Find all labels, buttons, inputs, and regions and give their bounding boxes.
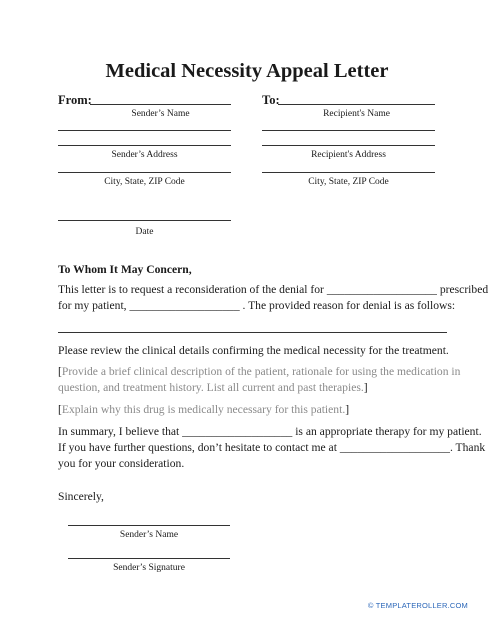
clinical-description-text-1: Provide a brief clinical description of the patient, rationale for using the medication in: [61, 365, 461, 378]
footer-link[interactable]: © TEMPLATEROLLER.COM: [367, 601, 468, 610]
recipient-address-line-2[interactable]: [262, 145, 435, 146]
bracket-close-2: ]: [345, 403, 350, 416]
closing: Sincerely,: [58, 490, 104, 503]
recipient-city-caption: City, State, ZIP Code: [308, 177, 389, 187]
sender-address-line-1[interactable]: [58, 130, 231, 131]
necessity-explanation-placeholder[interactable]: [58, 402, 349, 418]
clinical-description-placeholder-line-2[interactable]: [58, 380, 368, 396]
recipient-address-caption: Recipient's Address: [311, 150, 386, 160]
signature-caption: Sender’s Signature: [113, 563, 185, 573]
recipient-name-line[interactable]: [278, 104, 435, 105]
review-paragraph: Please review the clinical details confirming the medical necessity for the treatment.: [58, 344, 449, 357]
denial-reason-line[interactable]: [58, 332, 447, 333]
sender-name-caption: Sender’s Name: [131, 109, 190, 119]
signature-name-line[interactable]: [68, 525, 230, 526]
summary-line-1: In summary, I believe that ___________________ is an appropriate therapy for my patient.: [58, 425, 482, 438]
sender-address-caption: Sender’s Address: [111, 150, 178, 160]
signature-name-caption: Sender’s Name: [119, 530, 179, 540]
date-line[interactable]: [58, 220, 231, 221]
recipient-address-line-1[interactable]: [262, 130, 435, 131]
necessity-explanation-text: Explain why this drug is medically necessary for this patient.: [61, 403, 346, 416]
bracket-close: ]: [363, 381, 368, 394]
from-label: From:: [58, 93, 92, 107]
clinical-description-text-2: question, and treatment history. List all current and past therapies.: [58, 381, 364, 394]
bracket-open-2: [: [58, 403, 62, 416]
request-line-1: This letter is to request a reconsideration of the denial for ___________________ prescribed: [58, 283, 489, 296]
summary-line-3: you for your consideration.: [58, 457, 185, 470]
sender-city-caption: City, State, ZIP Code: [104, 177, 185, 187]
sender-address-line-2[interactable]: [58, 145, 231, 146]
to-label: To:: [262, 93, 280, 107]
page-title: Medical Necessity Appeal Letter: [105, 60, 389, 82]
signature-line[interactable]: [68, 558, 230, 559]
summary-line-2: If you have further questions, don’t hesitate to contact me at ___________________. Thank: [58, 441, 486, 454]
recipient-city-line[interactable]: [262, 172, 435, 173]
date-caption: Date: [135, 227, 154, 237]
bracket-open: [: [58, 365, 62, 378]
sender-name-line[interactable]: [90, 104, 231, 105]
clinical-description-placeholder-line-1[interactable]: [58, 364, 460, 380]
recipient-name-caption: Recipient's Name: [323, 109, 390, 119]
sender-city-line[interactable]: [58, 172, 231, 173]
request-line-2: for my patient, ___________________ . The provided reason for denial is as follows:: [58, 299, 456, 312]
salutation: To Whom It May Concern,: [58, 263, 192, 276]
